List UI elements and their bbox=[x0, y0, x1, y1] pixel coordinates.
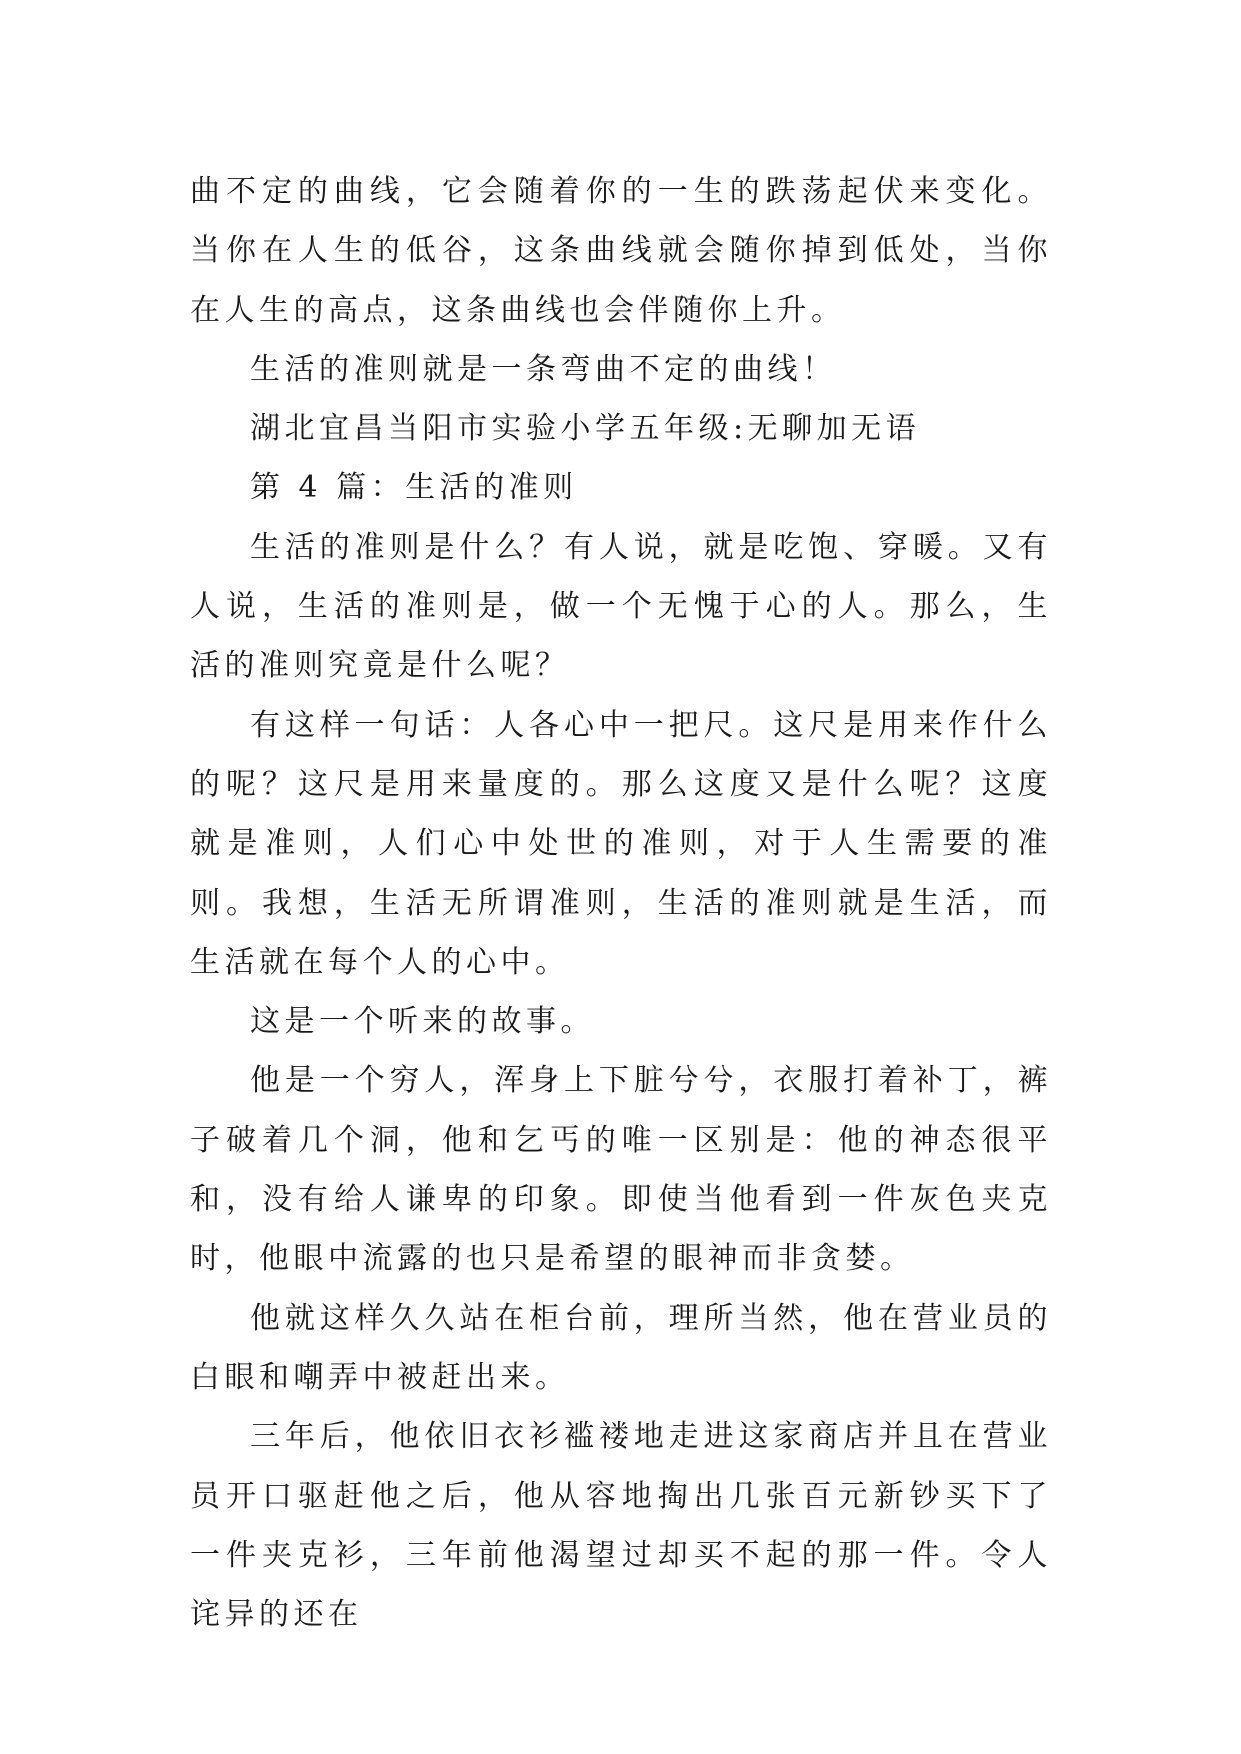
paragraph: 有这样一句话：人各心中一把尺。这尺是用来作什么的呢？这尺是用来量度的。那么这度又是什么呢？这度就是准则，人们心中处世的准则，对于人生需要的准则。我想，生活无所谓准则，生活的准则就是生活，而生活就在每个人的心中。 bbox=[190, 707, 1052, 980]
article-heading: 第 4 篇：生活的准则 bbox=[250, 470, 578, 506]
paragraph-continuation: 曲不定的曲线，它会随着你的一生的跌荡起伏来变化。当你在人生的低谷，这条曲线就会随你掉到低处，当你在人生的高点，这条曲线也会伴随你上升。 bbox=[190, 174, 1052, 328]
paragraph: 这是一个听来的故事。 bbox=[250, 1004, 595, 1040]
paragraph-conclusion: 生活的准则就是一条弯曲不定的曲线！ bbox=[250, 351, 837, 387]
paragraph: 他就这样久久站在柜台前，理所当然，他在营业员的白眼和嘲弄中被赶出来。 bbox=[190, 1300, 1052, 1395]
paragraph: 生活的准则是什么？有人说，就是吃饱、穿暖。又有人说，生活的准则是，做一个无愧于心的人。那么，生活的准则究竟是什么呢？ bbox=[190, 529, 1052, 684]
author-line: 湖北宜昌当阳市实验小学五年级:无聊加无语 bbox=[250, 411, 921, 447]
paragraph: 他是一个穷人，浑身上下脏兮兮，衣服打着补丁，裤子破着几个洞，他和乞丐的唯一区别是：他的神态很平和，没有给人谦卑的印象。即使当他看到一件灰色夹克时，他眼中流露的也只是希望的眼神而非贪婪。 bbox=[190, 1063, 1052, 1277]
document-body bbox=[190, 162, 1052, 1644]
paragraph: 三年后，他依旧衣衫褴褛地走进这家商店并且在营业员开口驱赶他之后，他从容地掏出几张百元新钞买下了一件夹克衫，三年前他渴望过却买不起的那一件。令人诧异的还在 bbox=[190, 1419, 1052, 1633]
